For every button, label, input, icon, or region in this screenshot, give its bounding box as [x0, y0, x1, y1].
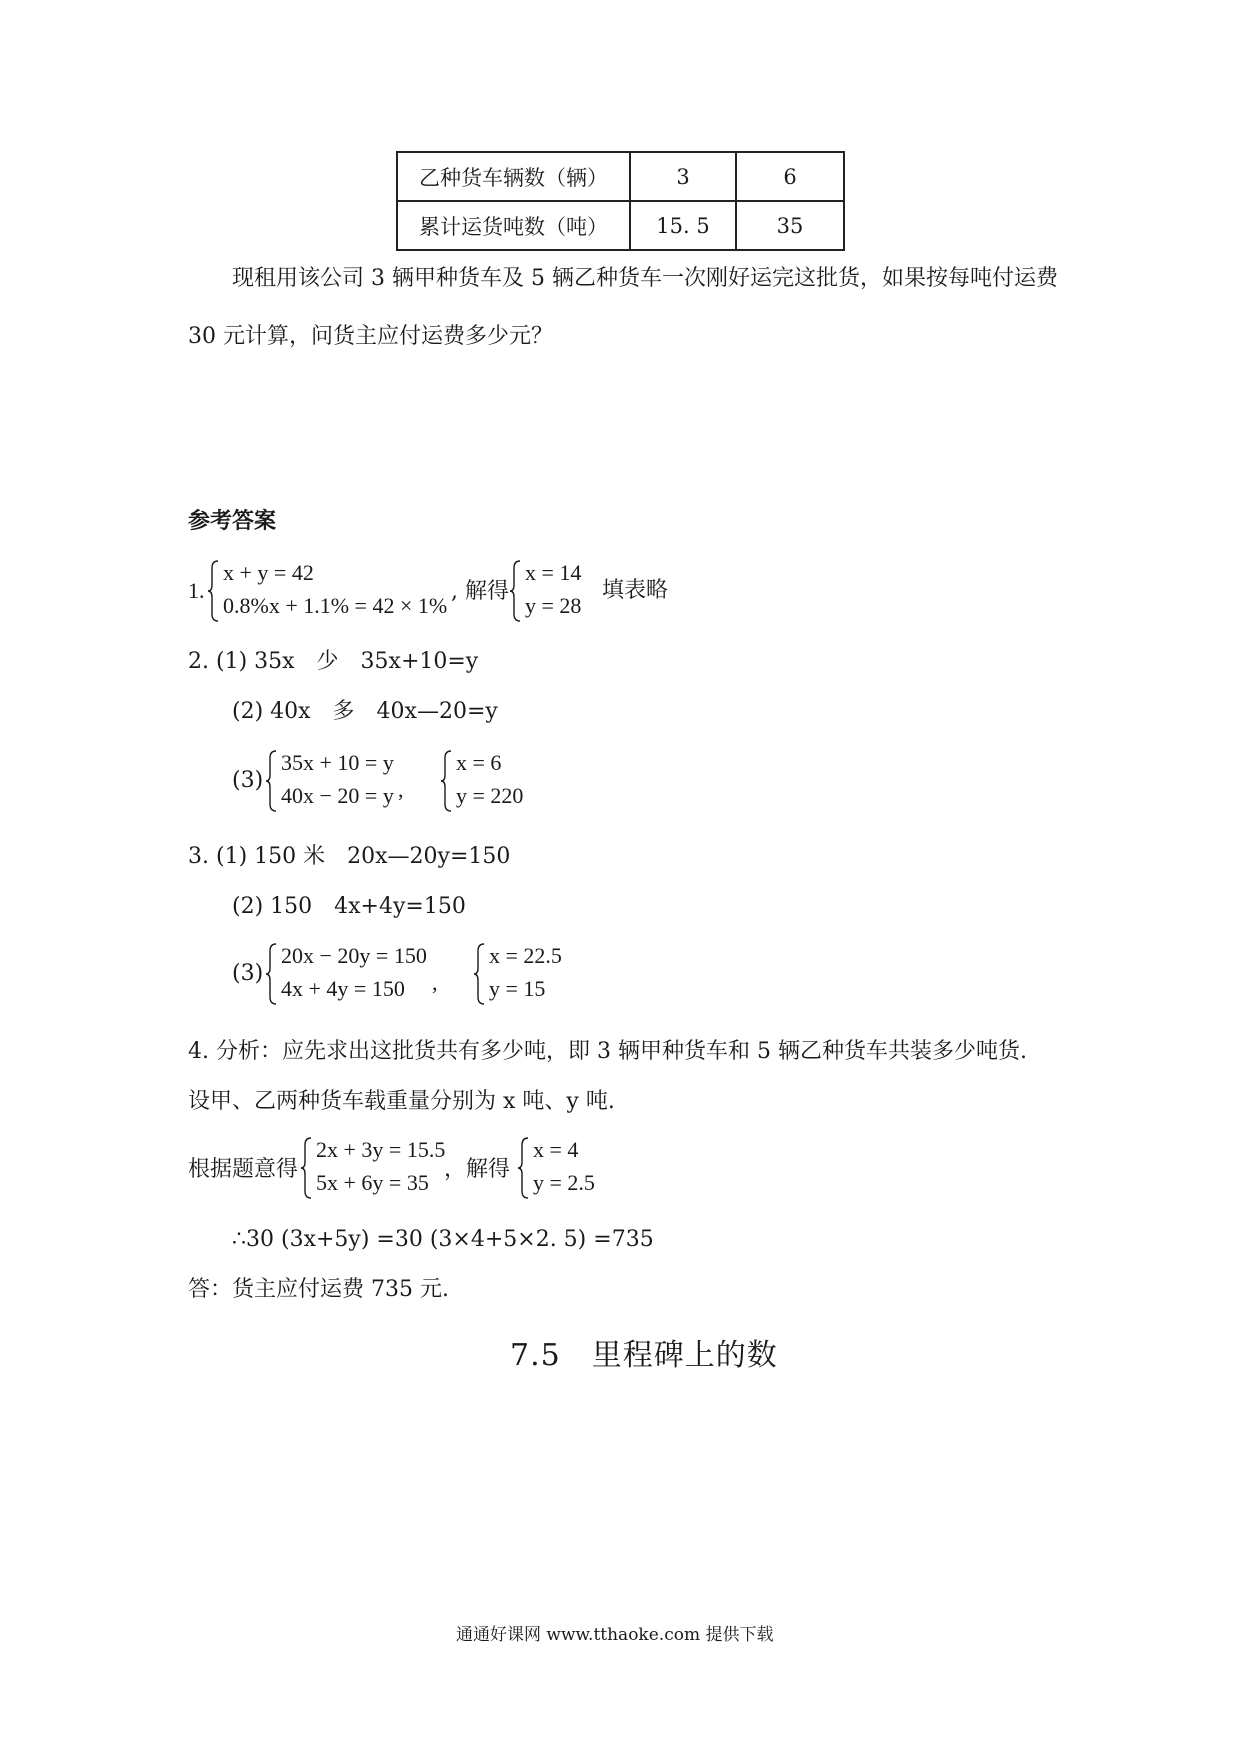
- answer-4-calculation: ∴30 (3x+5y) =30 (3×4+5×2. 5) =735: [232, 1227, 654, 1252]
- brace-icon: [509, 560, 521, 622]
- equation: 20x − 20y = 150: [281, 943, 427, 968]
- answer-3-system: [265, 943, 435, 1005]
- equation: 0.8%x + 1.1% = 42 × 1%: [223, 593, 448, 618]
- answer-1-solve-label: , 解得: [451, 579, 509, 604]
- answer-4-final: 答：货主应付运费 735 元.: [188, 1277, 449, 1302]
- equation: 4x + 4y = 150: [281, 976, 405, 1001]
- problem-line-2: 30 元计算，问货主应付运费多少元？: [188, 324, 553, 349]
- answer-4-setup: 设甲、乙两种货车载重量分别为 x 吨、y 吨.: [188, 1089, 615, 1114]
- table-row: [397, 201, 844, 250]
- data-table: [396, 151, 845, 251]
- answer-2-part-3-label: (3): [232, 768, 264, 793]
- row-label: 累计运货吨数（吨）: [397, 201, 630, 250]
- equation: y = 220: [456, 783, 524, 808]
- answer-3-part-1: 3. (1) 150 米 20x—20y=150: [188, 844, 511, 869]
- answer-2-solution: [440, 750, 540, 812]
- footer-text: 通通好课网 www.tthaoke.com 提供下载: [456, 1625, 774, 1645]
- equation: 5x + 6y = 35: [316, 1170, 429, 1195]
- equation: 40x − 20 = y: [281, 783, 394, 808]
- answer-2-part-2: (2) 40x 多 40x—20=y: [232, 699, 498, 724]
- equation: y = 28: [525, 593, 582, 618]
- answer-4-solve-label: ，解得: [444, 1157, 511, 1182]
- brace-icon: [207, 560, 219, 622]
- equation: x = 4: [533, 1137, 579, 1162]
- brace-icon: [473, 943, 485, 1005]
- answer-3-solution: [473, 943, 583, 1005]
- problem-line-1: 现租用该公司 3 辆甲种货车及 5 辆乙种货车一次刚好运完这批货，如果按每吨付运费: [232, 266, 1058, 291]
- brace-icon: [517, 1137, 529, 1199]
- answer-4-solution: [517, 1137, 607, 1199]
- separator: ,: [398, 777, 404, 802]
- brace-icon: [440, 750, 452, 812]
- answers-heading: 参考答案: [188, 508, 277, 534]
- answer-4-analysis: 4. 分析：应先求出这批货共有多少吨，即 3 辆甲种货车和 5 辆乙种货车共装多少吨货.: [188, 1039, 1027, 1064]
- answer-3-part-3-label: (3): [232, 961, 264, 986]
- equation: x = 22.5: [489, 943, 562, 968]
- equation: y = 2.5: [533, 1170, 595, 1195]
- equation: x = 6: [456, 750, 502, 775]
- equation: 35x + 10 = y: [281, 750, 394, 775]
- brace-icon: [265, 943, 277, 1005]
- answer-2-part-1: 2. (1) 35x 少 35x+10=y: [188, 649, 479, 674]
- answer-1-solution: [509, 560, 599, 622]
- section-title: 7.5 里程碑上的数: [510, 1338, 778, 1373]
- table-cell: 3: [630, 152, 736, 201]
- table-cell: 15. 5: [630, 201, 736, 250]
- brace-icon: [300, 1137, 312, 1199]
- answer-4-system: [300, 1137, 450, 1199]
- answer-1-system: [207, 560, 457, 622]
- answer-1-note: 填表略: [602, 578, 669, 603]
- table-cell: 35: [736, 201, 844, 250]
- table-cell: 6: [736, 152, 844, 201]
- answer-4-pre: 根据题意得: [188, 1157, 299, 1182]
- answer-2-system: [265, 750, 415, 812]
- table-row: [397, 152, 844, 201]
- answer-3-part-2: (2) 150 4x+4y=150: [232, 894, 466, 919]
- equation: x = 14: [525, 560, 582, 585]
- equation: x + y = 42: [223, 560, 314, 585]
- row-label: 乙种货车辆数（辆）: [397, 152, 630, 201]
- equation: 2x + 3y = 15.5: [316, 1137, 446, 1162]
- equation: y = 15: [489, 976, 546, 1001]
- brace-icon: [265, 750, 277, 812]
- answer-1-number: 1.: [188, 578, 205, 603]
- separator: ,: [432, 970, 438, 995]
